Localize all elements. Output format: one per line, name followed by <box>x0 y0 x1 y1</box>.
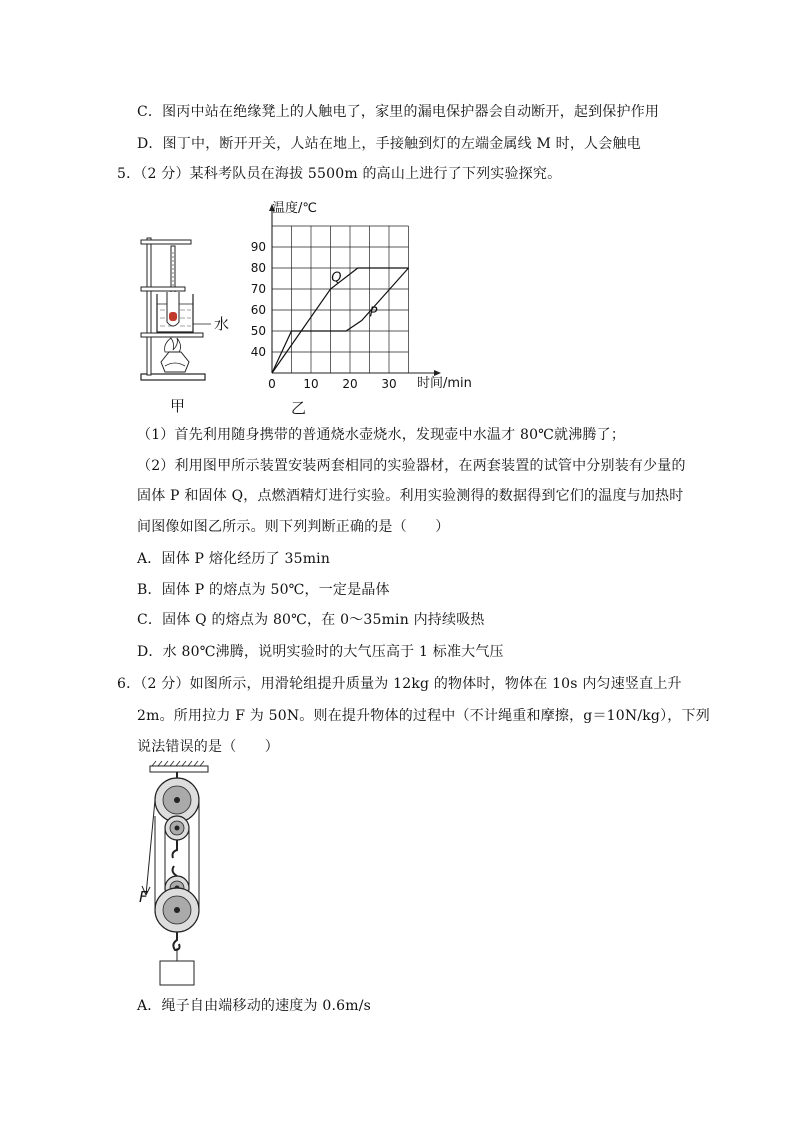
y-tick-label: 50 <box>250 324 266 338</box>
chart-grid <box>272 226 409 373</box>
apparatus-figure <box>135 232 230 384</box>
q5-part2-line2: 固体 P 和固体 Q，点燃酒精灯进行实验。利用实验测得的数据得到它们的温度与加热时 <box>137 488 684 504</box>
burner-flame <box>165 338 181 352</box>
series-label-q: Q <box>331 270 342 286</box>
q5-option-c: C．固体 Q 的熔点为 80℃，在 0～35min 内持续吸热 <box>137 612 485 628</box>
q5-part1: （1）首先利用随身携带的普通烧水壶烧水，发现壶中水温才 80℃就沸腾了； <box>137 427 626 443</box>
figure-jia-caption: 甲 <box>170 397 186 415</box>
q6-stem-line1: 6．（2 分）如图所示，用滑轮组提升质量为 12kg 的物体时，物体在 10s 内匀速竖直上升 <box>117 676 682 692</box>
y-tick-label: 60 <box>250 303 266 317</box>
alcohol-lamp <box>161 352 189 372</box>
y-tick-label: 90 <box>250 240 266 254</box>
q5-option-a: A．固体 P 熔化经历了 35min <box>137 551 331 567</box>
q6-stem-line2: 2m。所用拉力 F 为 50N。则在提升物体的过程中（不计绳重和摩擦，g＝10N/kg），下列 <box>137 708 710 724</box>
sample-solid <box>169 312 177 321</box>
x-tick-label: 30 <box>381 377 397 391</box>
y-tick-label: 70 <box>250 282 266 296</box>
water-label: 水 <box>214 315 230 333</box>
y-axis-label: 温度/℃ <box>272 201 317 216</box>
x-tick-label: 20 <box>342 377 358 391</box>
series-label-p: P <box>369 305 378 321</box>
temperature-time-chart <box>250 198 490 392</box>
chart-axes <box>269 204 441 376</box>
y-tick-label: 80 <box>250 261 266 275</box>
x-tick-label: 10 <box>303 377 319 391</box>
figure-yi-caption: 乙 <box>291 399 307 417</box>
load-box <box>160 961 194 985</box>
q4-option-d: D．图丁中，断开开关，人站在地上，手接触到灯的左端金属线 M 时，人会触电 <box>137 136 641 152</box>
x-tick-label: 0 <box>268 377 276 391</box>
q5-part2-line1: （2）利用图甲所示装置安装两套相同的实验器材，在两套装置的试管中分别装有少量的 <box>137 458 686 474</box>
force-label: F <box>139 888 148 906</box>
q5-option-d: D．水 80℃沸腾，说明实验时的大气压高于 1 标准大气压 <box>137 644 504 660</box>
x-axis-label: 时间/min <box>417 376 472 391</box>
ceiling <box>150 766 208 772</box>
pulley-figure <box>130 760 230 992</box>
y-tick-label: 40 <box>250 345 266 359</box>
q5-stem: 5．（2 分）某科考队员在海拔 5500m 的高山上进行了下列实验探究。 <box>117 166 562 182</box>
q6-option-a: A．绳子自由端移动的速度为 0.6m/s <box>137 998 372 1014</box>
stand-rod <box>147 238 151 375</box>
q5-part2-line3: 间图像如图乙所示。则下列判断正确的是（ ） <box>137 519 450 535</box>
q6-stem-line3: 说法错误的是（ ） <box>137 739 279 755</box>
q5-option-b: B．固体 P 的熔点为 50℃，一定是晶体 <box>137 582 390 598</box>
q4-option-c: C．图丙中站在绝缘凳上的人触电了，家里的漏电保护器会自动断开，起到保护作用 <box>137 104 660 120</box>
